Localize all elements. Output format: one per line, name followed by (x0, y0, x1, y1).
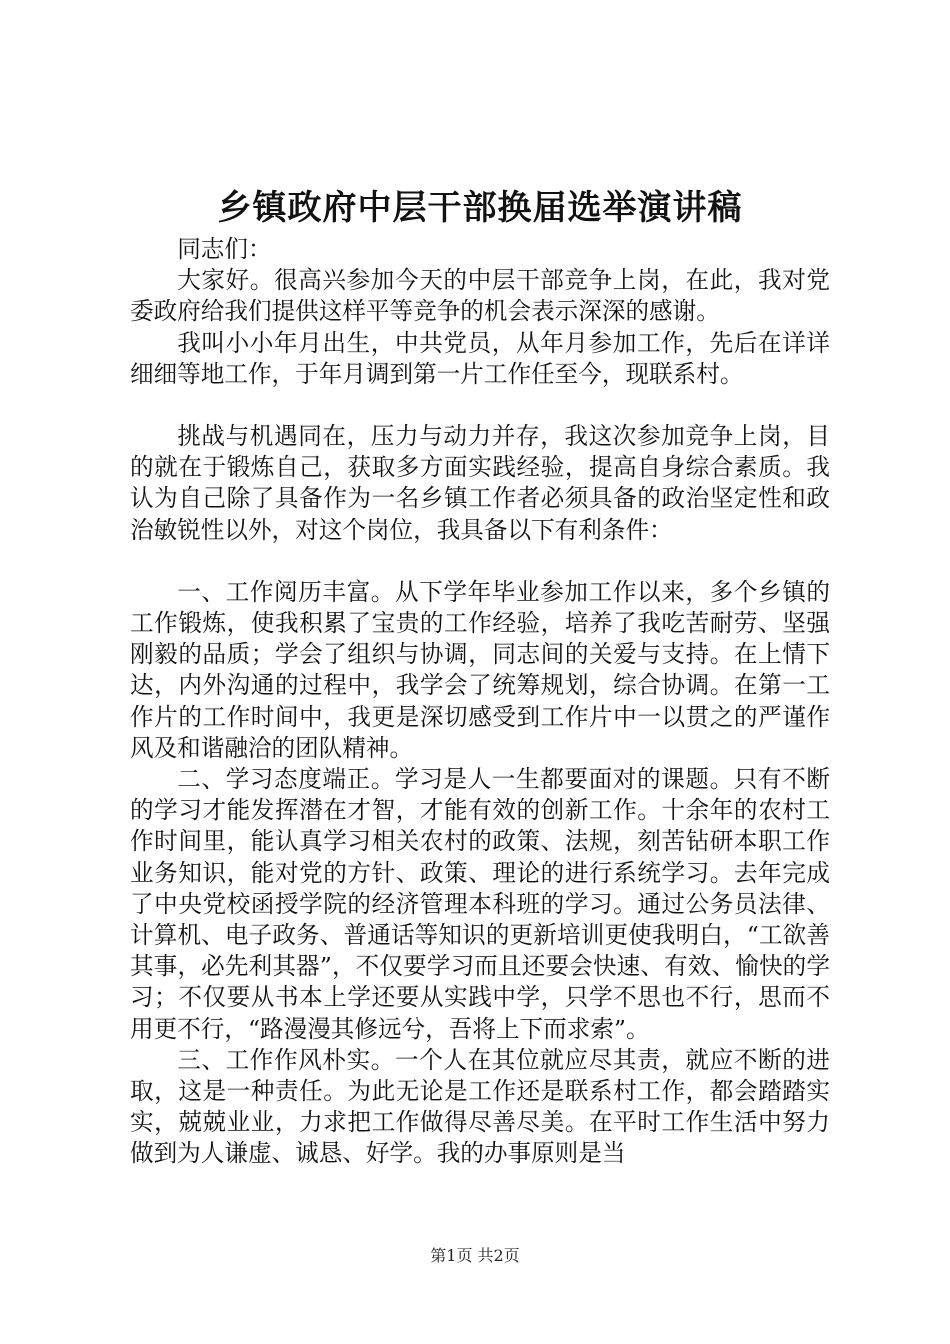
document-title: 乡镇政府中层干部换届选举演讲稿 (217, 188, 743, 228)
paragraph-spacer (130, 390, 830, 421)
paragraph-introduction: 我叫小小年月出生，中共党员，从年月参加工作，先后在详详细细等地工作，于年月调到第一片工作任至今，现联系村。 (130, 328, 830, 388)
paragraph-point-one: 一、工作阅历丰富。从下学年毕业参加工作以来，多个乡镇的工作锻炼，使我积累了宝贵的工作经验，培养了我吃苦耐劳、坚强刚毅的品质；学会了组织与协调，同志间的关爱与支持。在上情下达，内外沟通的过程中，我学会了统筹规划，综合协调。在第一工作片的工作时间中，我更是深切感受到工作片中一以贯之的严谨作风及和谐融洽的团队精神。 (130, 577, 830, 762)
document-body (130, 234, 830, 1170)
paragraph-point-three: 三、工作作风朴实。一个人在其位就应尽其责，就应不断的进取，这是一种责任。为此无论是工作还是联系村工作，都会踏踏实实，兢兢业业，力求把工作做得尽善尽美。在平时工作生活中努力做到为人谦虚、诚恳、好学。我的办事原则是当 (130, 1045, 830, 1168)
paragraph-challenge: 挑战与机遇同在，压力与动力并存，我这次参加竞争上岗，目的就在于锻炼自己，获取多方面实践经验，提高自身综合素质。我认为自己除了具备作为一名乡镇工作者必须具备的政治坚定性和政治敏锐性以外，对这个岗位，我具备以下有利条件： (130, 422, 830, 544)
paragraph-spacer (130, 546, 830, 577)
paragraph-point-two: 二、学习态度端正。学习是人一生都要面对的课题。只有不断的学习才能发挥潜在才智，才能有效的创新工作。十余年的农村工作时间里，能认真学习相关农村的政策、法规，刻苦钻研本职工作业务知识，能对党的方针、政策、理论的进行系统学习。去年完成了中央党校函授学院的经济管理本科班的学习。通过公务员法律、计算机、电子政务、普通话等知识的更新培训更使我明白，“工欲善其事，必先利其器”，不仅要学习而且还要会快速、有效、愉快的学习；不仅要从书本上学还要从实践中学，只学不思也不行，思而不用更不行，“路漫漫其修远兮，吾将上下而求索”。 (130, 765, 830, 1043)
paragraph-greeting: 大家好。很高兴参加今天的中层干部竞争上岗，在此，我对党委政府给我们提供这样平等竞争的机会表示深深的感谢。 (130, 266, 830, 326)
salutation: 同志们： (177, 235, 272, 263)
page-number: 第1页 共2页 (430, 1246, 520, 1265)
